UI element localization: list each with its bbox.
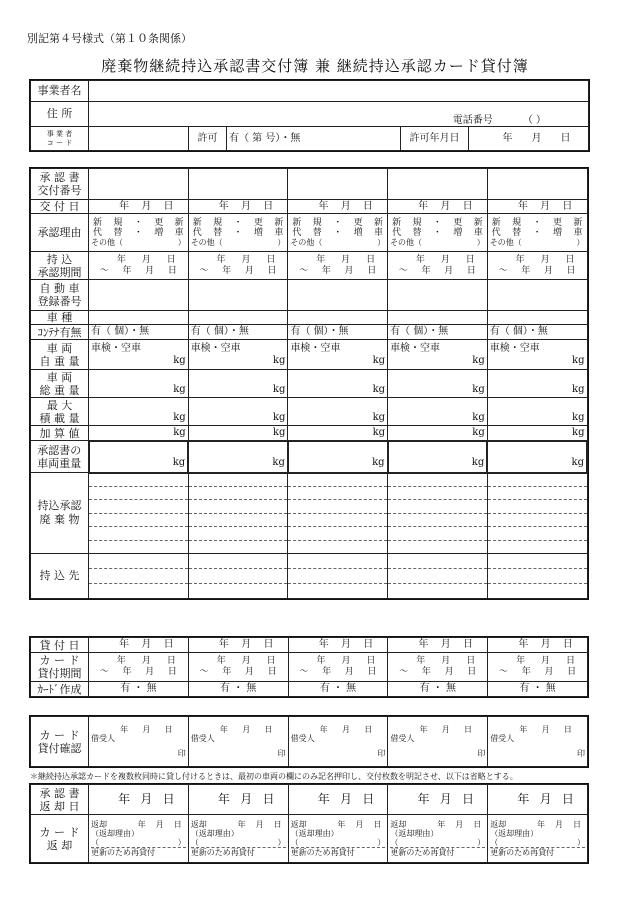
phone-paren: （ ） [522,114,546,126]
permit-date-field[interactable]: 年 月 日 [469,127,589,151]
business-name-field[interactable] [89,81,589,102]
return-date-cell[interactable]: 年 月 日 [488,785,588,815]
row-label: 最 大 積 載 量 [31,398,89,426]
business-code-field[interactable] [89,127,189,151]
calc-value-cell[interactable]: kg [288,426,388,441]
approval-no-cell[interactable] [288,169,388,200]
destination-cell[interactable] [487,584,587,599]
row-label: カ ー ド 貸付期間 [31,653,89,682]
row-label: 交 付 日 [31,200,89,214]
waste-cell[interactable] [188,540,288,554]
approval-table [30,168,588,599]
card-made-cell[interactable]: 有 ・ 無 [188,682,288,697]
card-made-cell[interactable]: 有 ・ 無 [388,682,488,697]
destination-cell[interactable] [487,569,587,584]
waste-cell[interactable] [388,540,488,554]
destination-cell[interactable] [89,569,189,584]
period-cell[interactable]: 年 月 日 ～ 年 月 日 [288,252,388,280]
issue-date-cell[interactable]: 年 月 日 [388,200,488,214]
period-cell[interactable]: 年 月 日 ～ 年 月 日 [89,252,189,280]
container-cell[interactable]: 有（ 個）・無 [89,325,189,340]
row-label: 承認書の 車両重量 [31,441,89,473]
card-confirm-cell[interactable]: 年 月 日 借受人 印 [89,717,189,767]
waste-cell[interactable] [487,540,587,554]
card-return-cell[interactable]: 返却 年 月 日 （返却理由） （ ） 更新のため再貸付 [188,815,288,863]
destination-cell[interactable] [388,569,488,584]
waste-cell[interactable] [188,486,288,500]
destination-cell[interactable] [288,554,388,569]
destination-cell[interactable] [89,584,189,599]
max-load-cell[interactable]: kg [188,398,288,426]
approved-weight-cell[interactable]: kg [487,441,587,473]
own-weight-cell[interactable]: 車検・空車 kg [188,340,288,370]
vehicle-type-cell[interactable] [89,311,189,325]
waste-cell[interactable] [89,473,189,487]
waste-cell[interactable] [288,527,388,541]
approved-weight-cell[interactable]: kg [89,441,189,473]
permit-label: 許可 [189,127,227,151]
row-label: 持 込 承認期間 [31,252,89,280]
calc-value-cell[interactable]: kg [89,426,189,441]
permit-date-label: 許可年月日 [401,127,469,151]
waste-cell[interactable] [487,500,587,514]
max-load-cell[interactable]: kg [388,398,488,426]
gross-weight-cell[interactable]: kg [288,370,388,398]
waste-cell[interactable] [89,500,189,514]
issue-date-cell[interactable]: 年 月 日 [89,200,189,214]
row-label: 貸 付 日 [31,638,89,653]
card-period-cell[interactable]: 年 月 日 ～ 年 月 日 [488,653,588,682]
row-label: 自 動 車 登録番号 [31,280,89,311]
row-label: 持 込 先 [31,554,89,599]
issue-date-cell[interactable]: 年 月 日 [288,200,388,214]
card-period-cell[interactable]: 年 月 日 ～ 年 月 日 [188,653,288,682]
container-cell[interactable]: 有（ 個）・無 [188,325,288,340]
form-title: 廃棄物継続持込承認書交付簿 兼 継続持込承認カード貸付簿 [101,57,529,75]
row-label: 承 認 書 返 却 日 [31,785,89,815]
own-weight-cell[interactable]: 車検・空車 kg [388,340,488,370]
row-label: 車 種 [31,311,89,325]
reason-cell[interactable]: 新 規 ・ 更 新 代 替 ・ 増 車 その他（ ） [487,214,587,252]
gross-weight-cell[interactable]: kg [188,370,288,398]
destination-cell[interactable] [188,554,288,569]
card-confirm-table [30,716,588,767]
own-weight-cell[interactable]: 車検・空車 kg [288,340,388,370]
vehicle-no-cell[interactable] [388,280,488,311]
lend-date-cell[interactable]: 年 月 日 [488,638,588,653]
row-label: 車 両 自 重 量 [31,340,89,370]
approved-weight-cell[interactable]: kg [288,441,388,473]
card-confirm-cell[interactable]: 年 月 日 借受人 印 [188,717,288,767]
container-cell[interactable]: 有（ 個）・無 [487,325,587,340]
vehicle-type-cell[interactable] [288,311,388,325]
own-weight-cell[interactable]: 車検・空車 kg [487,340,587,370]
period-cell[interactable]: 年 月 日 ～ 年 月 日 [188,252,288,280]
calc-value-cell[interactable]: kg [388,426,488,441]
destination-cell[interactable] [188,584,288,599]
card-period-cell[interactable]: 年 月 日 ～ 年 月 日 [388,653,488,682]
waste-cell[interactable] [288,500,388,514]
waste-cell[interactable] [89,527,189,541]
row-label: カ ー ド 貸付確認 [31,717,89,767]
approval-no-cell[interactable] [487,169,587,200]
vehicle-type-cell[interactable] [487,311,587,325]
waste-cell[interactable] [487,473,587,487]
approved-weight-cell[interactable]: kg [188,441,288,473]
destination-cell[interactable] [288,569,388,584]
vehicle-no-cell[interactable] [89,280,189,311]
approval-no-cell[interactable] [388,169,488,200]
period-cell[interactable]: 年 月 日 ～ 年 月 日 [388,252,488,280]
waste-cell[interactable] [89,513,189,527]
period-cell[interactable]: 年 月 日 ～ 年 月 日 [487,252,587,280]
lend-date-cell[interactable]: 年 月 日 [188,638,288,653]
row-label: ｺﾝﾃﾅ有無 [31,325,89,340]
row-label: 承 認 書 交付番号 [31,169,89,200]
reason-cell[interactable]: 新 規 ・ 更 新 代 替 ・ 増 車 その他（ ） [288,214,388,252]
reason-cell[interactable]: 新 規 ・ 更 新 代 替 ・ 増 車 その他（ ） [188,214,288,252]
lending-table [30,637,588,697]
row-label: 車 両 総 重 量 [31,370,89,398]
max-load-cell[interactable]: kg [487,398,587,426]
container-cell[interactable]: 有（ 個）・無 [388,325,488,340]
waste-cell[interactable] [288,473,388,487]
address-field[interactable] [89,102,589,127]
row-label: 承認理由 [31,214,89,252]
phone-label: 電話番号 [452,114,493,126]
waste-cell[interactable] [388,473,488,487]
waste-cell[interactable] [388,527,488,541]
waste-cell[interactable] [487,513,587,527]
card-return-cell[interactable]: 返却 年 月 日 （返却理由） （ ） 更新のため再貸付 [488,815,588,863]
row-label: カ ー ド 返 却 [31,815,89,863]
destination-cell[interactable] [388,584,488,599]
gross-weight-cell[interactable]: kg [487,370,587,398]
waste-cell[interactable] [388,500,488,514]
destination-cell[interactable] [388,554,488,569]
card-made-cell[interactable]: 有 ・ 無 [89,682,189,697]
destination-cell[interactable] [487,554,587,569]
return-date-cell[interactable]: 年 月 日 [188,785,288,815]
card-confirm-cell[interactable]: 年 月 日 借受人 印 [488,717,588,767]
card-made-cell[interactable]: 有 ・ 無 [488,682,588,697]
lend-date-cell[interactable]: 年 月 日 [89,638,189,653]
calc-value-cell[interactable]: kg [188,426,288,441]
waste-cell[interactable] [487,486,587,500]
return-date-cell[interactable]: 年 月 日 [89,785,189,815]
return-date-cell[interactable]: 年 月 日 [388,785,488,815]
vehicle-type-cell[interactable] [188,311,288,325]
card-confirm-cell[interactable]: 年 月 日 借受人 印 [388,717,488,767]
vehicle-type-cell[interactable] [388,311,488,325]
gross-weight-cell[interactable]: kg [388,370,488,398]
return-date-cell[interactable]: 年 月 日 [288,785,388,815]
lend-date-cell[interactable]: 年 月 日 [288,638,388,653]
gross-weight-cell[interactable]: kg [89,370,189,398]
waste-cell[interactable] [188,500,288,514]
waste-cell[interactable] [288,513,388,527]
waste-cell[interactable] [89,540,189,554]
footnote: ＊継続持込承認カードを複数枚同時に貸し付けるときは、最初の車両の欄にのみ記名押印し、交付枚数を明記させ、以下は省略とする。 [30,772,518,781]
waste-cell[interactable] [89,486,189,500]
waste-cell[interactable] [188,513,288,527]
business-code-label: 事 業 者 コ ー ド [31,127,89,151]
reason-cell[interactable]: 新 規 ・ 更 新 代 替 ・ 増 車 その他（ ） [89,214,189,252]
waste-cell[interactable] [288,486,388,500]
card-period-cell[interactable]: 年 月 日 ～ 年 月 日 [288,653,388,682]
issue-date-cell[interactable]: 年 月 日 [188,200,288,214]
vehicle-no-cell[interactable] [288,280,388,311]
form-reference: 別記第４号様式（第１０条関係） [27,32,192,45]
card-confirm-cell[interactable]: 年 月 日 借受人 印 [288,717,388,767]
approved-weight-cell[interactable]: kg [388,441,488,473]
waste-cell[interactable] [188,527,288,541]
row-label: 持込承認 廃 棄 物 [31,473,89,554]
card-period-cell[interactable]: 年 月 日 ～ 年 月 日 [89,653,189,682]
calc-value-cell[interactable]: kg [487,426,587,441]
card-return-cell[interactable]: 返却 年 月 日 （返却理由） （ ） 更新のため再貸付 [388,815,488,863]
reason-cell[interactable]: 新 規 ・ 更 新 代 替 ・ 増 車 その他（ ） [388,214,488,252]
card-made-cell[interactable]: 有 ・ 無 [288,682,388,697]
row-label: 加 算 値 [31,426,89,441]
vehicle-no-cell[interactable] [188,280,288,311]
vehicle-no-cell[interactable] [487,280,587,311]
waste-cell[interactable] [487,527,587,541]
container-cell[interactable]: 有（ 個）・無 [288,325,388,340]
destination-cell[interactable] [89,554,189,569]
destination-cell[interactable] [188,569,288,584]
card-return-cell[interactable]: 返却 年 月 日 （返却理由） （ ） 更新のため再貸付 [89,815,189,863]
row-label: ｶｰﾄﾞ作成 [31,682,89,697]
return-table [30,784,588,863]
business-name-label: 事業者名 [31,81,89,102]
destination-cell[interactable] [288,584,388,599]
waste-cell[interactable] [188,473,288,487]
approval-no-cell[interactable] [188,169,288,200]
issue-date-cell[interactable]: 年 月 日 [487,200,587,214]
permit-field[interactable]: 有（ 第 号）・無 [227,127,401,151]
address-label: 住 所 [31,102,89,127]
card-return-cell[interactable]: 返却 年 月 日 （返却理由） （ ） 更新のため再貸付 [288,815,388,863]
business-info-table [30,80,589,151]
waste-cell[interactable] [388,486,488,500]
max-load-cell[interactable]: kg [89,398,189,426]
waste-cell[interactable] [388,513,488,527]
approval-no-cell[interactable] [89,169,189,200]
lend-date-cell[interactable]: 年 月 日 [388,638,488,653]
max-load-cell[interactable]: kg [288,398,388,426]
own-weight-cell[interactable]: 車検・空車 kg [89,340,189,370]
waste-cell[interactable] [288,540,388,554]
